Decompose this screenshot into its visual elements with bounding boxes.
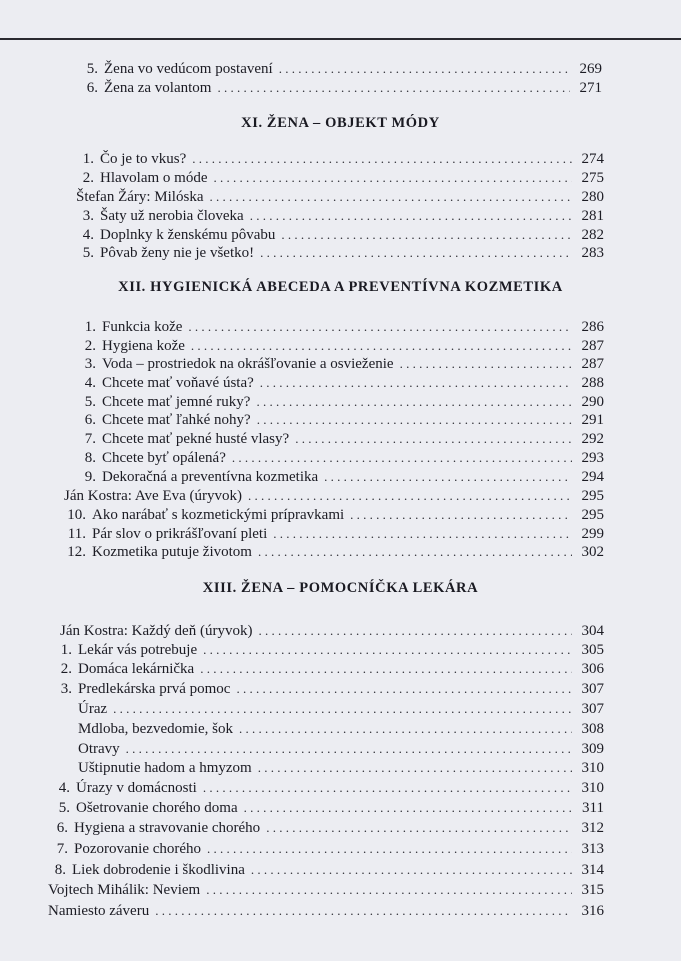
dot-leader bbox=[232, 448, 572, 467]
toc-entry bbox=[76, 243, 604, 262]
toc-entry-page: 307 bbox=[581, 681, 604, 697]
toc-entry bbox=[64, 486, 604, 505]
dot-leader bbox=[207, 839, 572, 858]
dot-leader bbox=[279, 59, 570, 78]
toc-entry-number: 3. bbox=[60, 681, 72, 697]
toc-entry-page: 314 bbox=[581, 862, 604, 878]
dot-leader bbox=[260, 243, 572, 262]
toc-entry bbox=[78, 354, 604, 373]
toc-entry-page: 288 bbox=[581, 375, 604, 391]
toc-entry-title: Ján Kostra: Ave Eva (úryvok) bbox=[64, 488, 243, 504]
toc-entry-number: 6. bbox=[56, 820, 68, 836]
dot-leader bbox=[324, 467, 572, 486]
dot-leader bbox=[250, 206, 572, 225]
toc-entry-title: Hygiena a stravovanie chorého bbox=[74, 820, 261, 836]
toc-entry-title: Ošetrovanie chorého doma bbox=[76, 800, 238, 816]
toc-entry-number: 2. bbox=[82, 170, 94, 186]
toc-entry-number: 6. bbox=[84, 412, 96, 428]
toc-entry-number: 8. bbox=[84, 450, 96, 466]
toc-entry bbox=[78, 336, 604, 355]
toc-entry-page: 291 bbox=[581, 412, 604, 428]
toc-entry bbox=[54, 778, 604, 797]
dot-leader bbox=[203, 640, 572, 659]
toc-entry bbox=[62, 524, 604, 543]
dot-leader bbox=[295, 429, 572, 448]
toc-entry bbox=[78, 373, 604, 392]
dot-leader bbox=[281, 225, 572, 244]
toc-entry-number: 3. bbox=[84, 356, 96, 372]
toc-entry-number: 1. bbox=[82, 151, 94, 167]
toc-entry-page: 287 bbox=[581, 356, 604, 372]
top-rule bbox=[0, 38, 681, 40]
toc-entry-title: Kozmetika putuje životom bbox=[92, 544, 252, 560]
dot-leader bbox=[236, 679, 572, 698]
toc-entry-number: 1. bbox=[84, 319, 96, 335]
toc-entry bbox=[48, 880, 604, 899]
toc-entry-number: 9. bbox=[84, 469, 96, 485]
toc-entry-page: 280 bbox=[581, 189, 604, 205]
toc-entry-title: Chcete mať jemné ruky? bbox=[102, 394, 251, 410]
dot-leader bbox=[155, 901, 572, 920]
toc-entry-title: Chcete mať voňavé ústa? bbox=[102, 375, 254, 391]
toc-entry bbox=[56, 679, 604, 698]
toc-entry bbox=[52, 818, 604, 837]
toc-entry-page: 295 bbox=[581, 488, 604, 504]
toc-entry-number: 5. bbox=[84, 394, 96, 410]
toc-entry bbox=[76, 206, 604, 225]
toc-entry-title: Funkcia kože bbox=[102, 319, 183, 335]
toc-entry bbox=[76, 168, 604, 187]
toc-entry-number: 8. bbox=[54, 862, 66, 878]
toc-entry-title: Namiesto záveru bbox=[48, 903, 150, 919]
toc-entry bbox=[76, 149, 604, 168]
toc-entry-page: 307 bbox=[581, 701, 604, 717]
toc-entry-title: Chcete mať pekné husté vlasy? bbox=[102, 431, 290, 447]
toc-entry bbox=[78, 392, 604, 411]
toc-entry-number: 5. bbox=[82, 245, 94, 261]
section-heading: XI. ŽENA – OBJEKT MÓDY bbox=[241, 115, 440, 131]
toc-entry bbox=[78, 467, 604, 486]
toc-entry bbox=[56, 640, 604, 659]
toc-entry-number: 6. bbox=[86, 80, 98, 96]
toc-entry-page: 313 bbox=[581, 841, 604, 857]
toc-entry-page: 316 bbox=[581, 903, 604, 919]
toc-entry bbox=[78, 410, 604, 429]
toc-entry-title: Predlekárska prvá pomoc bbox=[78, 681, 231, 697]
dot-leader bbox=[258, 758, 572, 777]
toc-entry-title: Domáca lekárnička bbox=[78, 661, 195, 677]
toc-entry-title: Pozorovanie chorého bbox=[74, 841, 202, 857]
toc-entry-number: 11. bbox=[67, 526, 86, 542]
toc-entry-page: 281 bbox=[581, 208, 604, 224]
toc-entry-title: Chcete mať ľahké nohy? bbox=[102, 412, 251, 428]
toc-entry-number: 4. bbox=[82, 227, 94, 243]
dot-leader bbox=[400, 354, 572, 373]
toc-entry bbox=[78, 317, 604, 336]
toc-entry bbox=[56, 659, 604, 678]
toc-entry-title: Uštipnutie hadom a hmyzom bbox=[78, 760, 252, 776]
toc-entry-page: 310 bbox=[581, 760, 604, 776]
toc-entry bbox=[78, 699, 604, 718]
toc-entry-page: 312 bbox=[581, 820, 604, 836]
toc-entry-title: Lekár vás potrebuje bbox=[78, 642, 198, 658]
dot-leader bbox=[126, 739, 572, 758]
toc-entry-title: Vojtech Mihálik: Neviem bbox=[48, 882, 201, 898]
toc-entry-title: Úrazy v domácnosti bbox=[76, 780, 197, 796]
dot-leader bbox=[350, 505, 572, 524]
toc-entry bbox=[76, 225, 604, 244]
toc-entry-page: 283 bbox=[581, 245, 604, 261]
toc-entry-title: Hygiena kože bbox=[102, 338, 185, 354]
toc-entry-page: 299 bbox=[581, 526, 604, 542]
toc-entry bbox=[60, 621, 604, 640]
dot-leader bbox=[209, 187, 572, 206]
dot-leader bbox=[192, 149, 572, 168]
toc-entry bbox=[50, 860, 604, 879]
toc-entry-title: Žena za volantom bbox=[104, 80, 212, 96]
dot-leader bbox=[260, 373, 572, 392]
toc-entry-title: Ján Kostra: Každý deň (úryvok) bbox=[60, 623, 253, 639]
toc-entry-page: 304 bbox=[581, 623, 604, 639]
dot-leader bbox=[200, 659, 572, 678]
dot-leader bbox=[191, 336, 572, 355]
toc-entry-title: Liek dobrodenie i škodlivina bbox=[72, 862, 245, 878]
toc-entry-title: Hlavolam o móde bbox=[100, 170, 208, 186]
dot-leader bbox=[258, 621, 572, 640]
toc-entry-page: 306 bbox=[581, 661, 604, 677]
toc-entry-page: 302 bbox=[581, 544, 604, 560]
toc-entry bbox=[62, 542, 604, 561]
toc-entry-page: 292 bbox=[581, 431, 604, 447]
toc-entry-page: 308 bbox=[581, 721, 604, 737]
toc-entry-number: 1. bbox=[60, 642, 72, 658]
toc-entry-title: Úraz bbox=[78, 701, 108, 717]
toc-entry-page: 269 bbox=[579, 61, 602, 77]
toc-entry bbox=[62, 505, 604, 524]
toc-entry-page: 311 bbox=[582, 800, 604, 816]
toc-entry-title: Žena vo vedúcom postavení bbox=[104, 61, 273, 77]
toc-entry-title: Doplnky k ženskému pôvabu bbox=[100, 227, 276, 243]
toc-entry-title: Otravy bbox=[78, 741, 120, 757]
toc-entry bbox=[78, 429, 604, 448]
dot-leader bbox=[188, 317, 572, 336]
dot-leader bbox=[266, 818, 572, 837]
toc-entry-page: 294 bbox=[581, 469, 604, 485]
toc-entry-page: 293 bbox=[581, 450, 604, 466]
toc-entry-page: 275 bbox=[581, 170, 604, 186]
toc-entry-number: 5. bbox=[86, 61, 98, 77]
toc-entry bbox=[52, 839, 604, 858]
toc-entry-number: 12. bbox=[67, 544, 86, 560]
dot-leader bbox=[248, 486, 572, 505]
toc-entry-page: 287 bbox=[581, 338, 604, 354]
toc-entry-number: 10. bbox=[67, 507, 86, 523]
toc-entry-title: Čo je to vkus? bbox=[100, 151, 187, 167]
toc-entry bbox=[78, 758, 604, 777]
dot-leader bbox=[206, 880, 572, 899]
toc-entry-page: 315 bbox=[581, 882, 604, 898]
toc-entry-number: 5. bbox=[58, 800, 70, 816]
dot-leader bbox=[239, 719, 572, 738]
toc-entry-page: 271 bbox=[579, 80, 602, 96]
dot-leader bbox=[251, 860, 572, 879]
toc-entry bbox=[54, 798, 604, 817]
toc-entry-title: Dekoračná a preventívna kozmetika bbox=[102, 469, 319, 485]
toc-entry-page: 290 bbox=[581, 394, 604, 410]
toc-entry-page: 286 bbox=[581, 319, 604, 335]
toc-entry-number: 3. bbox=[82, 208, 94, 224]
dot-leader bbox=[258, 542, 572, 561]
toc-entry-page: 310 bbox=[581, 780, 604, 796]
dot-leader bbox=[213, 168, 572, 187]
toc-entry-page: 274 bbox=[581, 151, 604, 167]
toc-entry bbox=[80, 78, 602, 97]
dot-leader bbox=[217, 78, 570, 97]
toc-entry-number: 2. bbox=[84, 338, 96, 354]
toc-entry-title: Pôvab ženy nie je všetko! bbox=[100, 245, 255, 261]
dot-leader bbox=[256, 392, 572, 411]
toc-entry-title: Ako narábať s kozmetickými prípravkami bbox=[92, 507, 345, 523]
dot-leader bbox=[257, 410, 572, 429]
toc-entry-page: 309 bbox=[581, 741, 604, 757]
toc-entry bbox=[78, 719, 604, 738]
toc-entry bbox=[48, 901, 604, 920]
toc-entry-title: Pár slov o prikrášľovaní pleti bbox=[92, 526, 268, 542]
toc-entry-title: Mdloba, bezvedomie, šok bbox=[78, 721, 233, 737]
dot-leader bbox=[203, 778, 572, 797]
section-heading: XIII. ŽENA – POMOCNÍČKA LEKÁRA bbox=[202, 580, 479, 596]
toc-entry-title: Šaty už nerobia človeka bbox=[100, 208, 244, 224]
toc-entry bbox=[78, 739, 604, 758]
toc-entry-number: 4. bbox=[84, 375, 96, 391]
toc-entry-page: 282 bbox=[581, 227, 604, 243]
toc-entry-title: Voda – prostriedok na okrášľovanie a osvieženie bbox=[102, 356, 394, 372]
toc-entry bbox=[78, 448, 604, 467]
dot-leader bbox=[244, 798, 572, 817]
toc-entry bbox=[76, 187, 604, 206]
toc-entry-number: 2. bbox=[60, 661, 72, 677]
toc-entry-page: 305 bbox=[581, 642, 604, 658]
section-heading: XII. HYGIENICKÁ ABECEDA A PREVENTÍVNA KOZMETIKA bbox=[118, 279, 563, 295]
toc-entry-number: 7. bbox=[56, 841, 68, 857]
toc-entry-title: Chcete byť opálená? bbox=[102, 450, 226, 466]
dot-leader bbox=[113, 699, 572, 718]
toc-entry bbox=[80, 59, 602, 78]
toc-entry-title: Štefan Žáry: Milóska bbox=[76, 189, 204, 205]
dot-leader bbox=[273, 524, 572, 543]
toc-entry-number: 4. bbox=[58, 780, 70, 796]
toc-entry-page: 295 bbox=[581, 507, 604, 523]
toc-entry-number: 7. bbox=[84, 431, 96, 447]
